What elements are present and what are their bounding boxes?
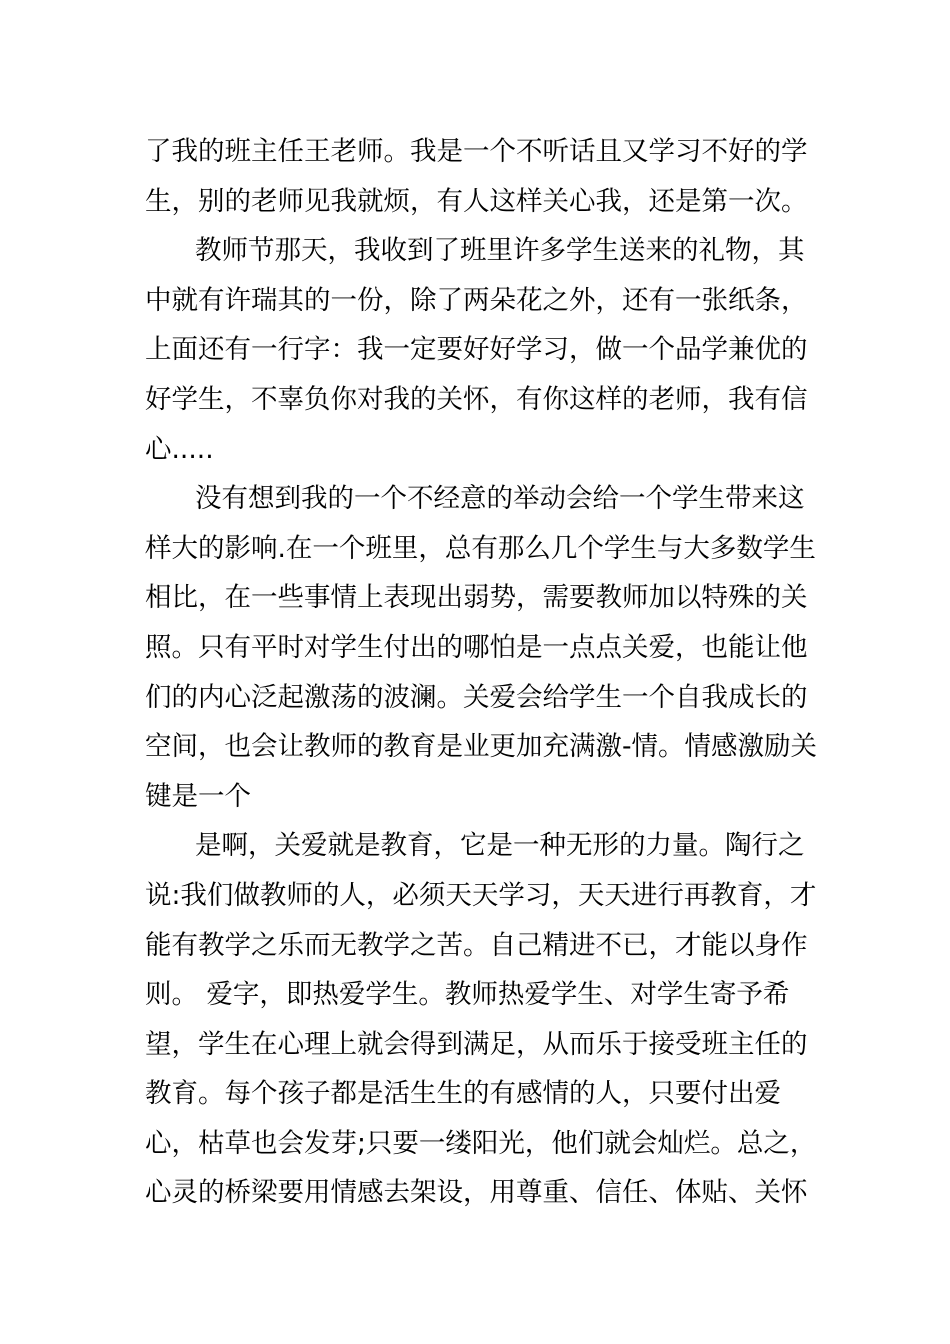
text-line: 望，学生在心理上就会得到满足，从而乐于接受班主任的 [145, 1028, 808, 1060]
text-line: 上面还有一行字：我一定要好好学习，做一个品学兼优的 [145, 334, 808, 366]
text-line: 心..... [145, 433, 214, 465]
text-line: 好学生，不辜负你对我的关怀，有你这样的老师，我有信 [145, 383, 808, 415]
text-line: 了我的班主任王老师。我是一个不听话且又学习不好的学 [145, 136, 808, 167]
paragraph-start-line: 教师节那天，我收到了班里许多学生送来的礼物，其 [195, 235, 805, 267]
text-line: 键是一个 [145, 780, 251, 812]
text-line: 们的内心泛起激荡的波澜。关爱会给学生一个自我成长的 [145, 681, 808, 713]
text-line: 教育。每个孩子都是活生生的有感情的人，只要付出爱 [145, 1078, 781, 1110]
text-line: 则。 爱字，即热爱学生。教师热爱学生、对学生寄予希 [145, 979, 790, 1011]
text-line: 心，枯草也会发芽;只要一缕阳光，他们就会灿烂。总之， [145, 1127, 817, 1159]
text-line: 相比，在一些事情上表现出弱势，需要教师加以特殊的关 [145, 582, 808, 614]
text-line: 空间，也会让教师的教育是业更加充满激-情。情感激励关 [145, 731, 818, 763]
paragraph-start-line: 是啊，关爱就是教育，它是一种无形的力量。陶行之 [195, 830, 805, 862]
text-line: 心灵的桥梁要用情感去架设，用尊重、信任、体贴、关怀 [145, 1177, 808, 1209]
text-line: 说:我们做教师的人，必须天天学习，天天进行再教育，才 [145, 879, 817, 911]
paragraph-start-line: 没有想到我的一个不经意的举动会给一个学生带来这 [195, 483, 805, 515]
text-line: 生，别的老师见我就烦，有人这样关心我，还是第一次。 [145, 185, 808, 217]
body-text [145, 127, 818, 1218]
text-line: 样大的影响.在一个班里，总有那么几个学生与大多数学生 [145, 532, 816, 564]
text-line: 照。只有平时对学生付出的哪怕是一点点关爱，也能让他 [145, 631, 808, 663]
text-line: 中就有许瑞其的一份，除了两朵花之外，还有一张纸条， [145, 284, 808, 316]
text-line: 能有教学之乐而无教学之苦。自己精进不已，才能以身作 [145, 929, 808, 961]
